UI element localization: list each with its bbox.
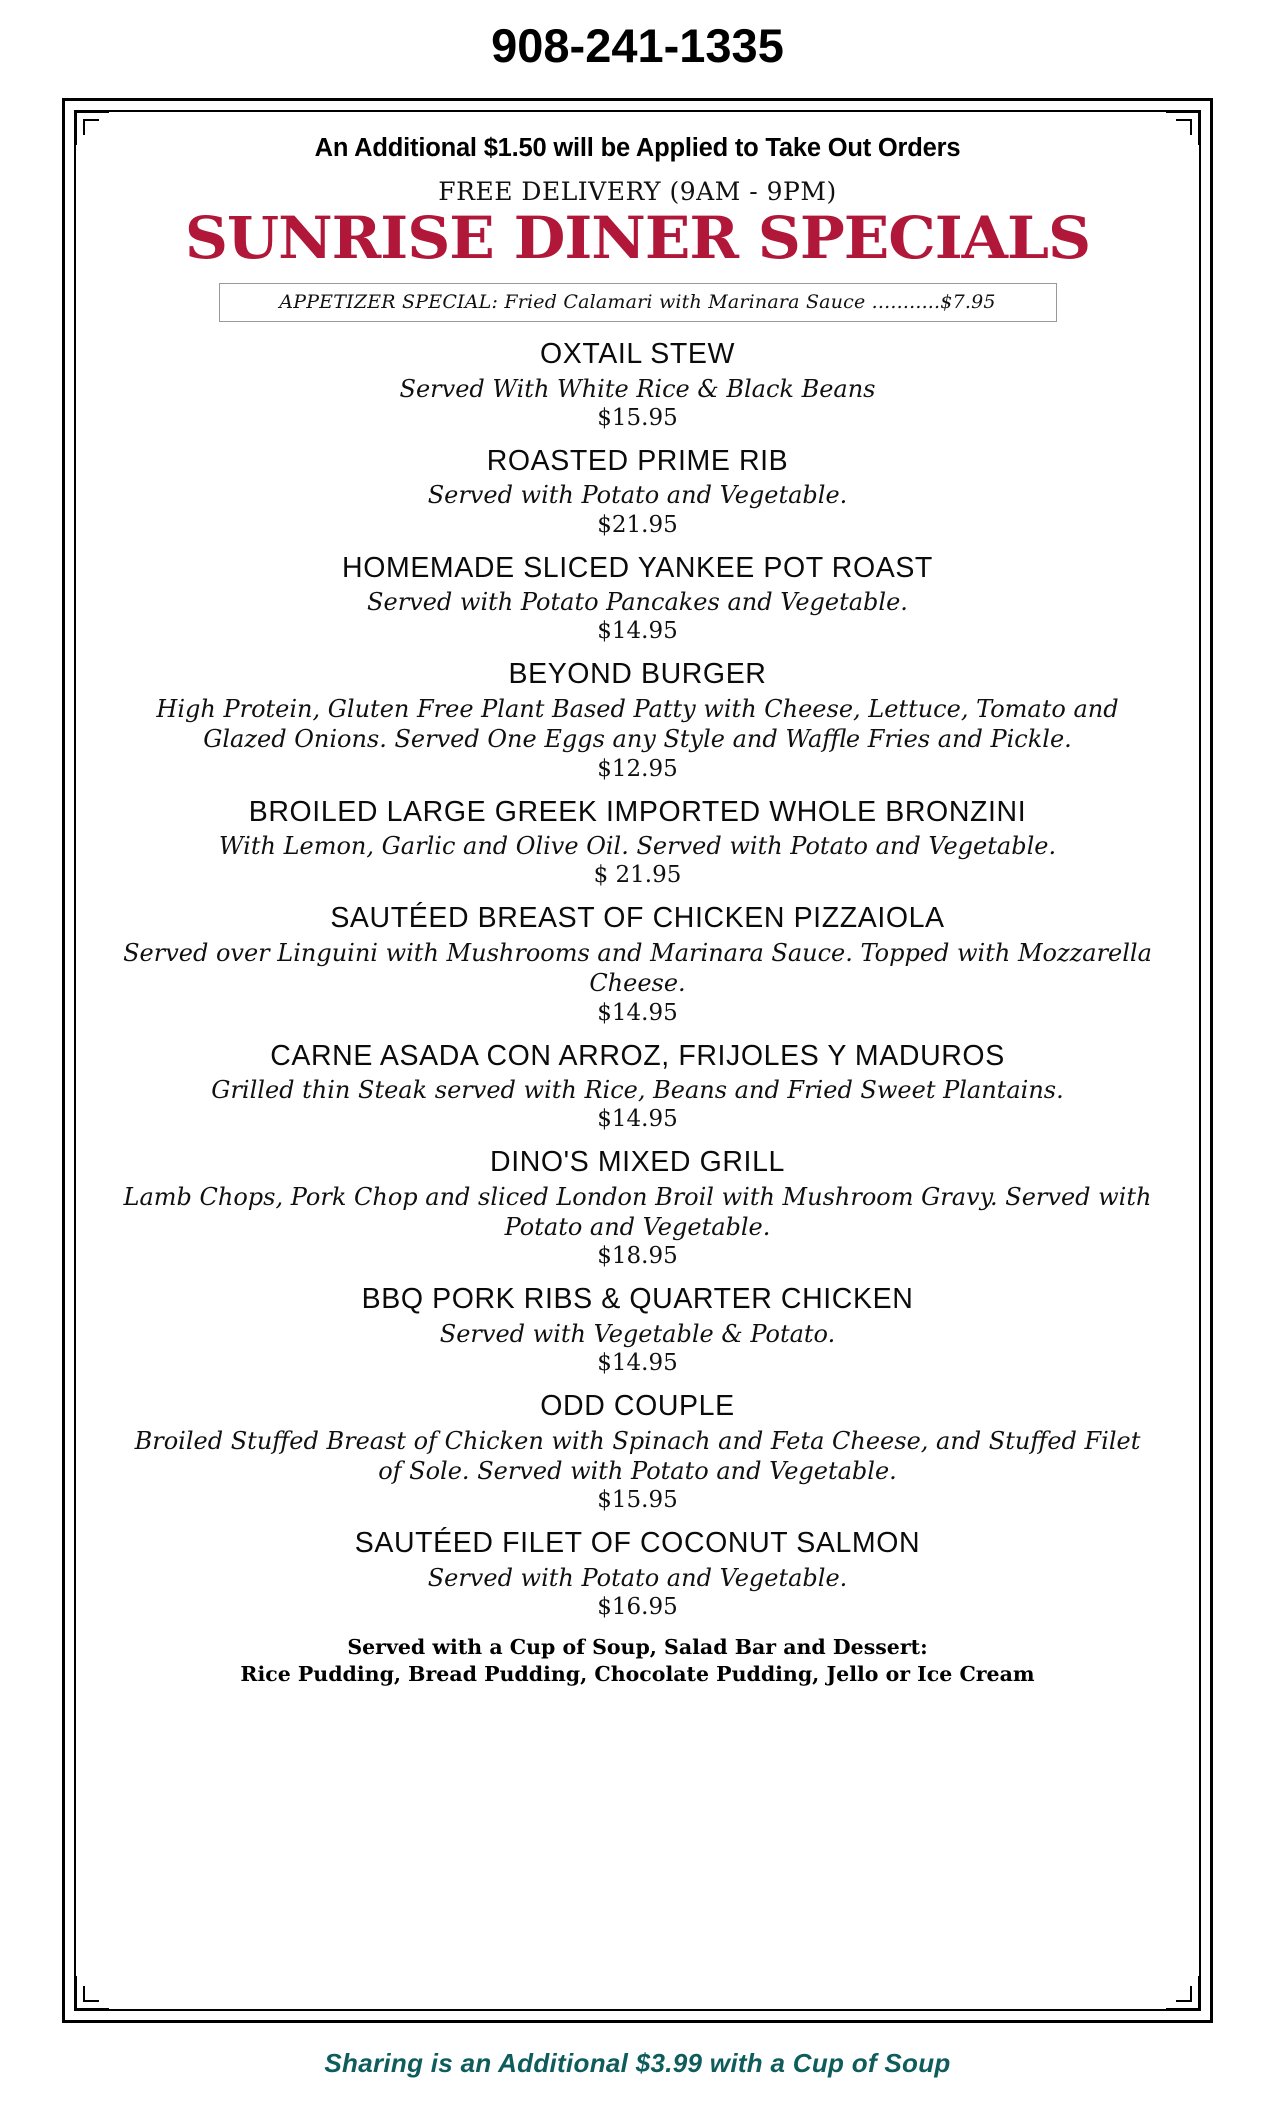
included-line-1: Served with a Cup of Soup, Salad Bar and Dessert:	[347, 1635, 928, 1660]
menu-item-description: Served over Linguini with Mushrooms and Marinara Sauce. Topped with Mozzarella Cheese.	[123, 939, 1152, 998]
menu-item-description: Served with Potato and Vegetable.	[427, 481, 848, 510]
menu-item-name: HOMEMADE SLICED YANKEE POT ROAST	[342, 551, 933, 584]
menu-content	[82, 114, 1193, 2007]
menu-item	[110, 552, 1165, 645]
menu-item-name: SAUTÉED FILET OF COCONUT SALMON	[354, 1527, 921, 1560]
menu-item-price: $15.95	[597, 404, 678, 431]
menu-item-price: $12.95	[597, 755, 678, 782]
included-with-meal-note	[110, 1634, 1165, 1687]
free-delivery-note: FREE DELIVERY (9AM - 9PM)	[438, 177, 837, 206]
menu-item-description: High Protein, Gluten Free Plant Based Patty with Cheese, Lettuce, Tomato and Glazed Onions. Served One Eggs any Style and Waffle Fries and Pickle.	[156, 695, 1119, 754]
menu-item-description: Broiled Stuffed Breast of Chicken with Spinach and Feta Cheese, and Stuffed Filet of Sole. Served with Potato and Vegetable.	[134, 1426, 1141, 1486]
menu-item	[110, 445, 1165, 538]
menu-item-price: $14.95	[597, 1106, 678, 1133]
menu-item-name: BROILED LARGE GREEK IMPORTED WHOLE BRONZINI	[248, 795, 1027, 828]
menu-item-name: DINO'S MIXED GRILL	[490, 1146, 785, 1179]
menu-item	[110, 1040, 1165, 1133]
page-title: SUNRISE DINER SPECIALS	[184, 204, 1091, 272]
appetizer-special-box	[219, 283, 1057, 322]
menu-item	[110, 796, 1165, 889]
menu-item	[110, 1283, 1165, 1376]
menu-item-description: Served with Vegetable & Potato.	[439, 1320, 836, 1349]
phone-number: 908-241-1335	[491, 19, 784, 72]
menu-item-name: BEYOND BURGER	[508, 658, 767, 691]
menu-item-price: $14.95	[597, 618, 678, 645]
menu-item	[110, 1527, 1165, 1620]
menu-item-price: $14.95	[597, 1350, 678, 1377]
menu-item-description: Served With White Rice & Black Beans	[399, 374, 876, 403]
menu-item	[110, 338, 1165, 431]
menu-item-price: $ 21.95	[593, 862, 682, 889]
menu-item-price: $21.95	[597, 511, 678, 538]
menu-item-name: ROASTED PRIME RIB	[486, 444, 789, 477]
sharing-note: Sharing is an Additional $3.99 with a Cup of Soup	[324, 2048, 951, 2078]
menu-item	[110, 902, 1165, 1025]
menu-item	[110, 1146, 1165, 1269]
menu-item-name: CARNE ASADA CON ARROZ, FRIJOLES Y MADUROS	[270, 1039, 1005, 1072]
menu-item	[110, 1390, 1165, 1513]
menu-item-description: Served with Potato and Vegetable.	[427, 1564, 848, 1593]
menu-item-name: BBQ PORK RIBS & QUARTER CHICKEN	[361, 1283, 914, 1316]
menu-item-description: Lamb Chops, Pork Chop and sliced London Broil with Mushroom Gravy. Served with Potato and Vegetable.	[123, 1183, 1152, 1242]
menu-item-price: $15.95	[597, 1487, 678, 1514]
menu-item	[110, 658, 1165, 781]
menu-item-name: ODD COUPLE	[540, 1390, 735, 1423]
menu-item-description: Served with Potato Pancakes and Vegetable.	[367, 588, 908, 617]
menu-item-description: With Lemon, Garlic and Olive Oil. Served with Potato and Vegetable.	[218, 832, 1057, 861]
menu-item-name: SAUTÉED BREAST OF CHICKEN PIZZAIOLA	[330, 902, 945, 935]
menu-item-price: $14.95	[597, 999, 678, 1026]
appetizer-special-text: APPETIZER SPECIAL: Fried Calamari with Marinara Sauce ...........$7.95	[279, 290, 996, 313]
included-line-2: Rice Pudding, Bread Pudding, Chocolate Pudding, Jello or Ice Cream	[240, 1661, 1035, 1686]
takeout-note: An Additional $1.50 will be Applied to Take Out Orders	[314, 134, 961, 162]
menu-item-name: OXTAIL STEW	[539, 337, 736, 370]
menu-item-description: Grilled thin Steak served with Rice, Beans and Fried Sweet Plantains.	[211, 1076, 1064, 1105]
menu-item-price: $18.95	[597, 1243, 678, 1270]
menu-page	[0, 18, 1275, 2118]
menu-item-price: $16.95	[597, 1594, 678, 1621]
